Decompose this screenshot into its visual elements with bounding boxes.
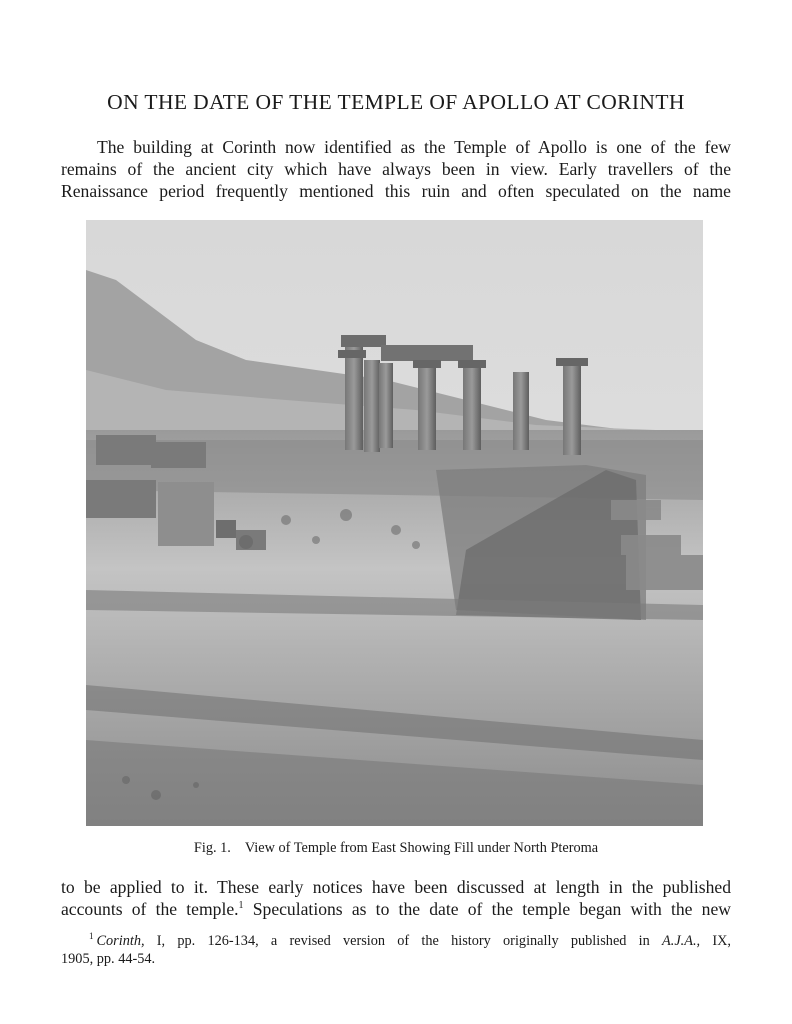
intro-paragraph xyxy=(61,136,731,202)
article-title: ON THE DATE OF THE TEMPLE OF APOLLO AT CORINTH xyxy=(107,90,685,114)
figure-label: Fig. 1. xyxy=(193,840,231,856)
intro-line: remains of the ancient city which have always been in view. Early travellers of the xyxy=(61,159,731,179)
footnote-line: 1905, pp. 44-54. xyxy=(61,951,156,967)
footnote-marker: 1 xyxy=(89,931,94,941)
continuation-paragraph xyxy=(61,876,731,920)
footnote-reference[interactable]: 1 xyxy=(238,900,244,911)
intro-line: Renaissance period frequently mentioned this ruin and often speculated on the name xyxy=(61,181,731,201)
figure-caption-text: View of Temple from East Showing Fill under North Pteroma xyxy=(244,840,599,856)
intro-line: The building at Corinth now identified as the Temple of Apollo is one of the few xyxy=(97,137,731,157)
figure-caption xyxy=(86,839,706,857)
footnote-line xyxy=(61,932,731,950)
footnote xyxy=(61,932,731,968)
continuation-line xyxy=(61,898,731,920)
continuation-text: accounts of the temple. xyxy=(61,899,239,919)
continuation-line: to be applied to it. These early notices have been discussed at length in the published xyxy=(61,877,731,897)
continuation-text: Speculations as to the date of the temple began with the new xyxy=(243,899,731,919)
footnote-text: IX, xyxy=(700,933,732,949)
footnote-journal: A.J.A., xyxy=(662,933,701,949)
footnote-work-title: Corinth, xyxy=(96,933,145,949)
temple-photograph xyxy=(86,220,703,826)
footnote-text: I, pp. 126-134, a revised version of the history originally published in xyxy=(144,933,663,949)
